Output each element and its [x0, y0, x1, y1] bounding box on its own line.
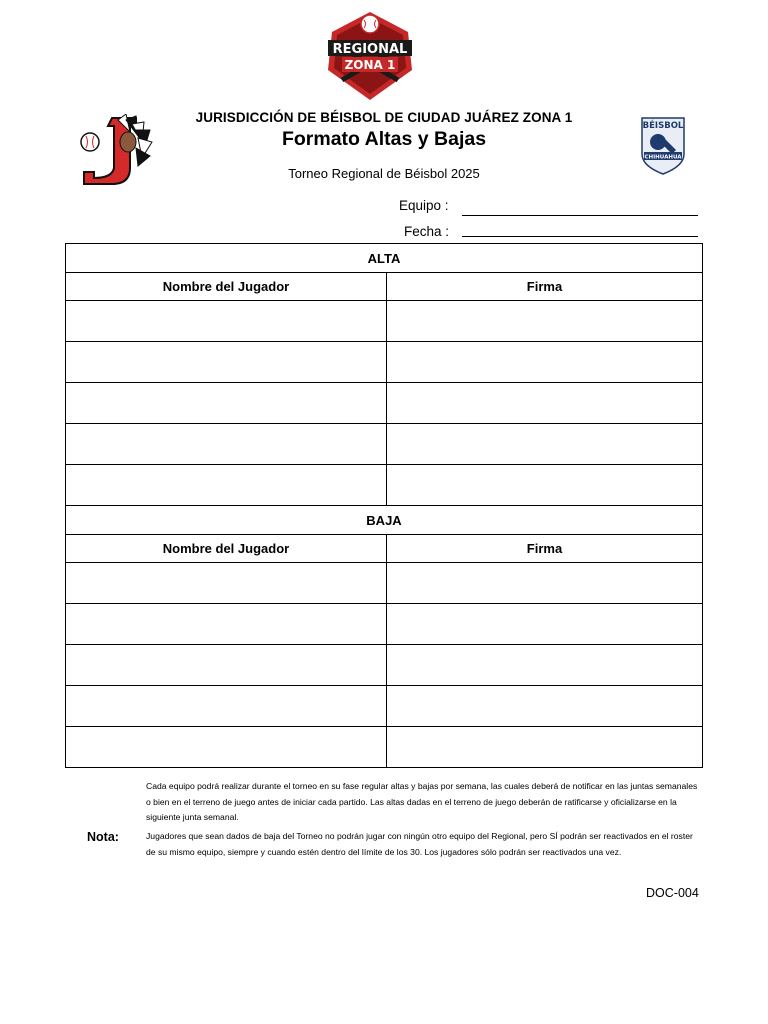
alta-row	[66, 342, 703, 383]
baja-player-cell[interactable]	[66, 727, 387, 768]
baja-row	[66, 686, 703, 727]
alta-signature-cell[interactable]	[387, 465, 703, 506]
document-title: Formato Altas y Bajas	[281, 128, 487, 150]
baja-signature-cell[interactable]	[387, 645, 703, 686]
logo-top-line2: ZONA 1	[344, 58, 396, 72]
alta-section-title: ALTA	[66, 244, 703, 273]
equipo-label: Equipo :	[399, 198, 449, 213]
baja-section-title: BAJA	[66, 506, 703, 535]
fecha-field[interactable]	[462, 236, 698, 237]
baja-player-header: Nombre del Jugador	[66, 535, 387, 563]
note-paragraph-1: Cada equipo podrá realizar durante el torneo en su fase regular altas y bajas por semana, las cuales deberá de notificar en las juntas semanales o bien en el terreno de juego antes de iniciar cada partido. Las altas dadas en el terreno de juego deberán de ratificarse y oficializarse en la siguiente junta semanal.	[146, 781, 698, 822]
baja-player-cell[interactable]	[66, 563, 387, 604]
alta-player-cell[interactable]	[66, 383, 387, 424]
baja-row	[66, 727, 703, 768]
baja-signature-cell[interactable]	[387, 563, 703, 604]
baja-signature-header: Firma	[387, 535, 703, 563]
alta-player-cell[interactable]	[66, 342, 387, 383]
baja-player-cell[interactable]	[66, 645, 387, 686]
alta-row	[66, 465, 703, 506]
document-code: DOC-004	[646, 886, 699, 900]
alta-row	[66, 301, 703, 342]
baja-row	[66, 604, 703, 645]
baja-row	[66, 563, 703, 604]
baja-signature-cell[interactable]	[387, 686, 703, 727]
regional-zona1-logo	[320, 10, 420, 102]
alta-player-cell[interactable]	[66, 465, 387, 506]
note-label: Nota:	[87, 830, 119, 844]
altas-bajas-table	[65, 243, 703, 768]
alta-signature-header: Firma	[387, 273, 703, 301]
tournament-name: Torneo Regional de Béisbol 2025	[288, 166, 480, 181]
alta-signature-cell[interactable]	[387, 342, 703, 383]
logo-right-line2: CHIHUAHUA	[644, 154, 682, 161]
fecha-label: Fecha :	[404, 224, 450, 239]
baja-player-cell[interactable]	[66, 686, 387, 727]
alta-signature-cell[interactable]	[387, 424, 703, 465]
alta-player-cell[interactable]	[66, 424, 387, 465]
baja-signature-cell[interactable]	[387, 604, 703, 645]
logo-right-line1: BÉISBOL	[642, 121, 684, 131]
logo-top-line1: REGIONAL	[332, 42, 408, 57]
equipo-field[interactable]	[462, 215, 698, 216]
alta-player-header: Nombre del Jugador	[66, 273, 387, 301]
alta-row	[66, 424, 703, 465]
alta-player-cell[interactable]	[66, 301, 387, 342]
alta-row	[66, 383, 703, 424]
note-paragraph-2: Jugadores que sean dados de baja del Torneo no podrán jugar con ningún otro equipo del Regional, pero SÍ podrán ser reactivados en el roster de su mismo equipo, siempre y cuando estén dentro del límite de los 30. Los jugadores sólo podrán ser reactivados una vez.	[146, 831, 693, 857]
alta-signature-cell[interactable]	[387, 301, 703, 342]
baja-player-cell[interactable]	[66, 604, 387, 645]
alta-signature-cell[interactable]	[387, 383, 703, 424]
baja-signature-cell[interactable]	[387, 727, 703, 768]
baja-row	[66, 645, 703, 686]
jurisdiction-heading: JURISDICCIÓN DE BÉISBOL DE CIUDAD JUÁREZ ZONA 1	[195, 110, 573, 125]
